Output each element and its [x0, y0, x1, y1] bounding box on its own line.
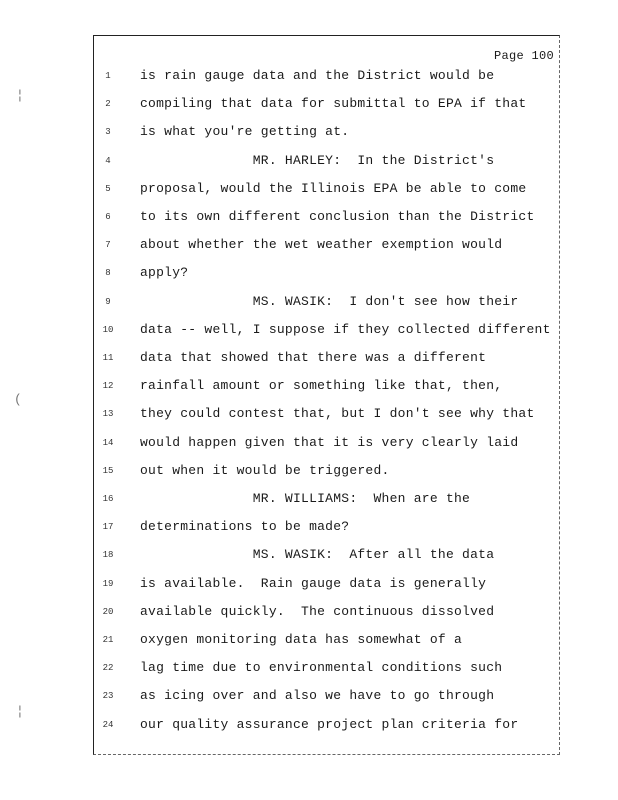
binder-hole-mark: ¦ — [16, 88, 24, 103]
line-number: 4 — [105, 155, 111, 166]
transcript-line-text: to its own different conclusion than the District — [140, 209, 535, 224]
transcript-line-text: compiling that data for submittal to EPA if that — [140, 96, 527, 112]
transcript-line-text: available quickly. The continuous dissolved — [140, 603, 495, 619]
line-number: 12 — [102, 381, 114, 392]
transcript-line-text: apply? — [140, 265, 189, 281]
line-number: 2 — [105, 99, 111, 110]
line-number: 24 — [102, 719, 114, 730]
line-number: 22 — [102, 663, 114, 674]
line-number: 15 — [102, 465, 114, 476]
line-number: 8 — [105, 268, 111, 279]
transcript-line-text: MR. HARLEY: In the District's — [140, 152, 495, 168]
transcript-line-text: oxygen monitoring data has somewhat of a — [140, 632, 463, 647]
line-number: 1 — [105, 71, 111, 81]
page-number: Page 100 — [494, 49, 555, 63]
transcript-line-text: MS. WASIK: After all the data — [140, 547, 495, 563]
line-number: 13 — [102, 409, 114, 420]
line-number: 6 — [105, 212, 111, 222]
transcript-line-text: they could contest that, but I don't see why that — [140, 406, 535, 422]
line-number: 11 — [102, 353, 114, 363]
transcript-line-text: about whether the wet weather exemption would — [140, 237, 503, 253]
line-number: 20 — [102, 606, 114, 617]
line-number: 16 — [102, 494, 114, 504]
line-number: 21 — [102, 635, 114, 645]
binder-hole-mark: ( — [14, 392, 22, 407]
transcript-line-text: would happen given that it is very clearly laid — [140, 434, 519, 450]
transcript-line-text: our quality assurance project plan criteria for — [140, 716, 519, 732]
transcript-line-text: proposal, would the Illinois EPA be able to come — [140, 180, 527, 196]
line-number: 19 — [102, 578, 114, 589]
transcript-line-text: is what you're getting at. — [140, 124, 350, 140]
transcript-line-text: as icing over and also we have to go through — [140, 688, 495, 704]
binder-hole-mark: ¦ — [16, 704, 24, 719]
transcript-line-text: is rain gauge data and the District would be — [140, 68, 495, 83]
line-number: 17 — [102, 522, 114, 533]
line-number: 9 — [105, 296, 111, 307]
line-number: 23 — [102, 691, 114, 702]
transcript-line-text: MR. WILLIAMS: When are the — [140, 491, 471, 506]
transcript-line-text: is available. Rain gauge data is generally — [140, 575, 487, 591]
transcript-line-text: MS. WASIK: I don't see how their — [140, 293, 519, 309]
line-number: 5 — [105, 183, 111, 194]
line-number: 14 — [102, 437, 114, 448]
transcript-line-text: out when it would be triggered. — [140, 462, 390, 478]
line-number: 10 — [102, 324, 114, 335]
line-number: 3 — [105, 127, 111, 138]
transcript-line-text: determinations to be made? — [140, 519, 350, 535]
line-number: 18 — [102, 550, 114, 561]
transcript-line-text: rainfall amount or something like that, then, — [140, 378, 503, 394]
line-number: 7 — [105, 240, 111, 251]
transcript-line-text: data -- well, I suppose if they collected different — [140, 321, 551, 337]
transcript-line-text: data that showed that there was a different — [140, 350, 487, 365]
transcript-line-text: lag time due to environmental conditions such — [140, 660, 503, 676]
